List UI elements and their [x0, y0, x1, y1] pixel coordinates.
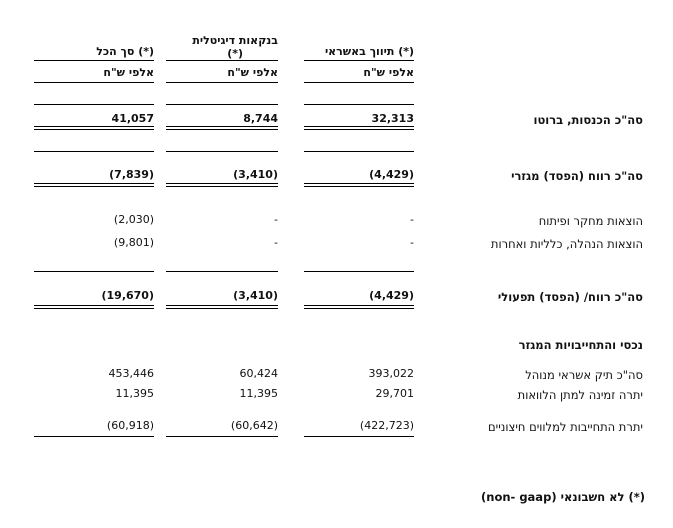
footnote: (*) לא חשבונאי (non- gaap) — [481, 490, 645, 504]
row-line — [304, 271, 414, 272]
row-line — [34, 183, 154, 184]
row-line — [34, 129, 154, 130]
row-line — [304, 186, 414, 187]
operating-credit: (4,429) — [369, 289, 414, 302]
row-line — [304, 104, 414, 105]
available-label: יתרה זמינה למתן הלוואות — [517, 388, 643, 402]
units-underline — [304, 82, 414, 83]
row-line — [34, 151, 154, 152]
units-digital: אלפי ש"ח — [227, 66, 278, 79]
rnd-credit: - — [410, 213, 414, 226]
row-line — [166, 151, 278, 152]
row-line — [34, 104, 154, 105]
row-line — [34, 186, 154, 187]
available-total: 11,395 — [115, 387, 154, 400]
gross-revenue-total: 41,057 — [111, 112, 154, 125]
row-line — [304, 126, 414, 127]
section-title: נכסי והתחייבויות המגזר — [518, 338, 643, 352]
units-credit: אלפי ש"ח — [363, 66, 414, 79]
header-digital — [192, 34, 278, 60]
units-underline — [34, 82, 154, 83]
admin-label: הוצאות הנהלה, כלליות ואחרות — [490, 237, 643, 251]
row-line — [304, 151, 414, 152]
rnd-total: (2,030) — [113, 213, 154, 226]
row-line — [166, 271, 278, 272]
segment-profit-credit: (4,429) — [369, 168, 414, 181]
units-underline — [166, 82, 278, 83]
row-line — [166, 308, 278, 309]
admin-total: (9,801) — [113, 236, 154, 249]
rnd-label: הוצאות מחקר ופיתוח — [538, 214, 643, 228]
row-line — [166, 186, 278, 187]
row-line — [166, 183, 278, 184]
gross-revenue-credit: 32,313 — [371, 112, 414, 125]
admin-credit: - — [410, 236, 414, 249]
row-line — [34, 305, 154, 306]
portfolio-total: 453,446 — [108, 367, 154, 380]
row-line — [166, 104, 278, 105]
available-credit: 29,701 — [375, 387, 414, 400]
row-line — [34, 126, 154, 127]
row-line — [304, 305, 414, 306]
liability-credit: (422,723) — [359, 419, 414, 432]
row-line — [34, 436, 154, 437]
header-credit: תיווך באשראי (*) — [324, 45, 414, 58]
row-line — [166, 436, 278, 437]
header-underline — [304, 60, 414, 61]
portfolio-digital: 60,424 — [239, 367, 278, 380]
rnd-digital: - — [274, 213, 278, 226]
operating-label: סה"כ רווח/ (הפסד) תפעולי — [497, 290, 643, 304]
operating-digital: (3,410) — [233, 289, 278, 302]
gross-revenue-label: סה"כ הכנסות, ברוטו — [533, 113, 643, 127]
portfolio-label: סה"כ תיק אשראי מנוהל — [525, 368, 643, 382]
segment-profit-total: (7,839) — [109, 168, 154, 181]
header-underline — [166, 60, 278, 61]
row-line — [34, 308, 154, 309]
row-line — [166, 129, 278, 130]
liability-digital: (60,642) — [230, 419, 278, 432]
liability-total: (60,918) — [106, 419, 154, 432]
header-total: סך הכל (*) — [96, 45, 154, 58]
gross-revenue-digital: 8,744 — [243, 112, 278, 125]
operating-total: (19,670) — [101, 289, 154, 302]
row-line — [304, 308, 414, 309]
admin-digital: - — [274, 236, 278, 249]
portfolio-credit: 393,022 — [368, 367, 414, 380]
available-digital: 11,395 — [239, 387, 278, 400]
header-digital-line2: (*) — [227, 47, 244, 60]
row-line — [34, 271, 154, 272]
header-digital-line1: בנקאות דיגיטלית — [192, 34, 278, 47]
segment-profit-digital: (3,410) — [233, 168, 278, 181]
units-total: אלפי ש"ח — [103, 66, 154, 79]
row-line — [304, 129, 414, 130]
liability-label: יתרת התחייבות למלווים חיצוניים — [488, 420, 643, 434]
row-line — [304, 183, 414, 184]
header-underline — [34, 60, 154, 61]
row-line — [166, 126, 278, 127]
row-line — [304, 436, 414, 437]
segment-profit-label: סה"כ רווח (הפסד) מגזרי — [511, 169, 643, 183]
row-line — [166, 305, 278, 306]
